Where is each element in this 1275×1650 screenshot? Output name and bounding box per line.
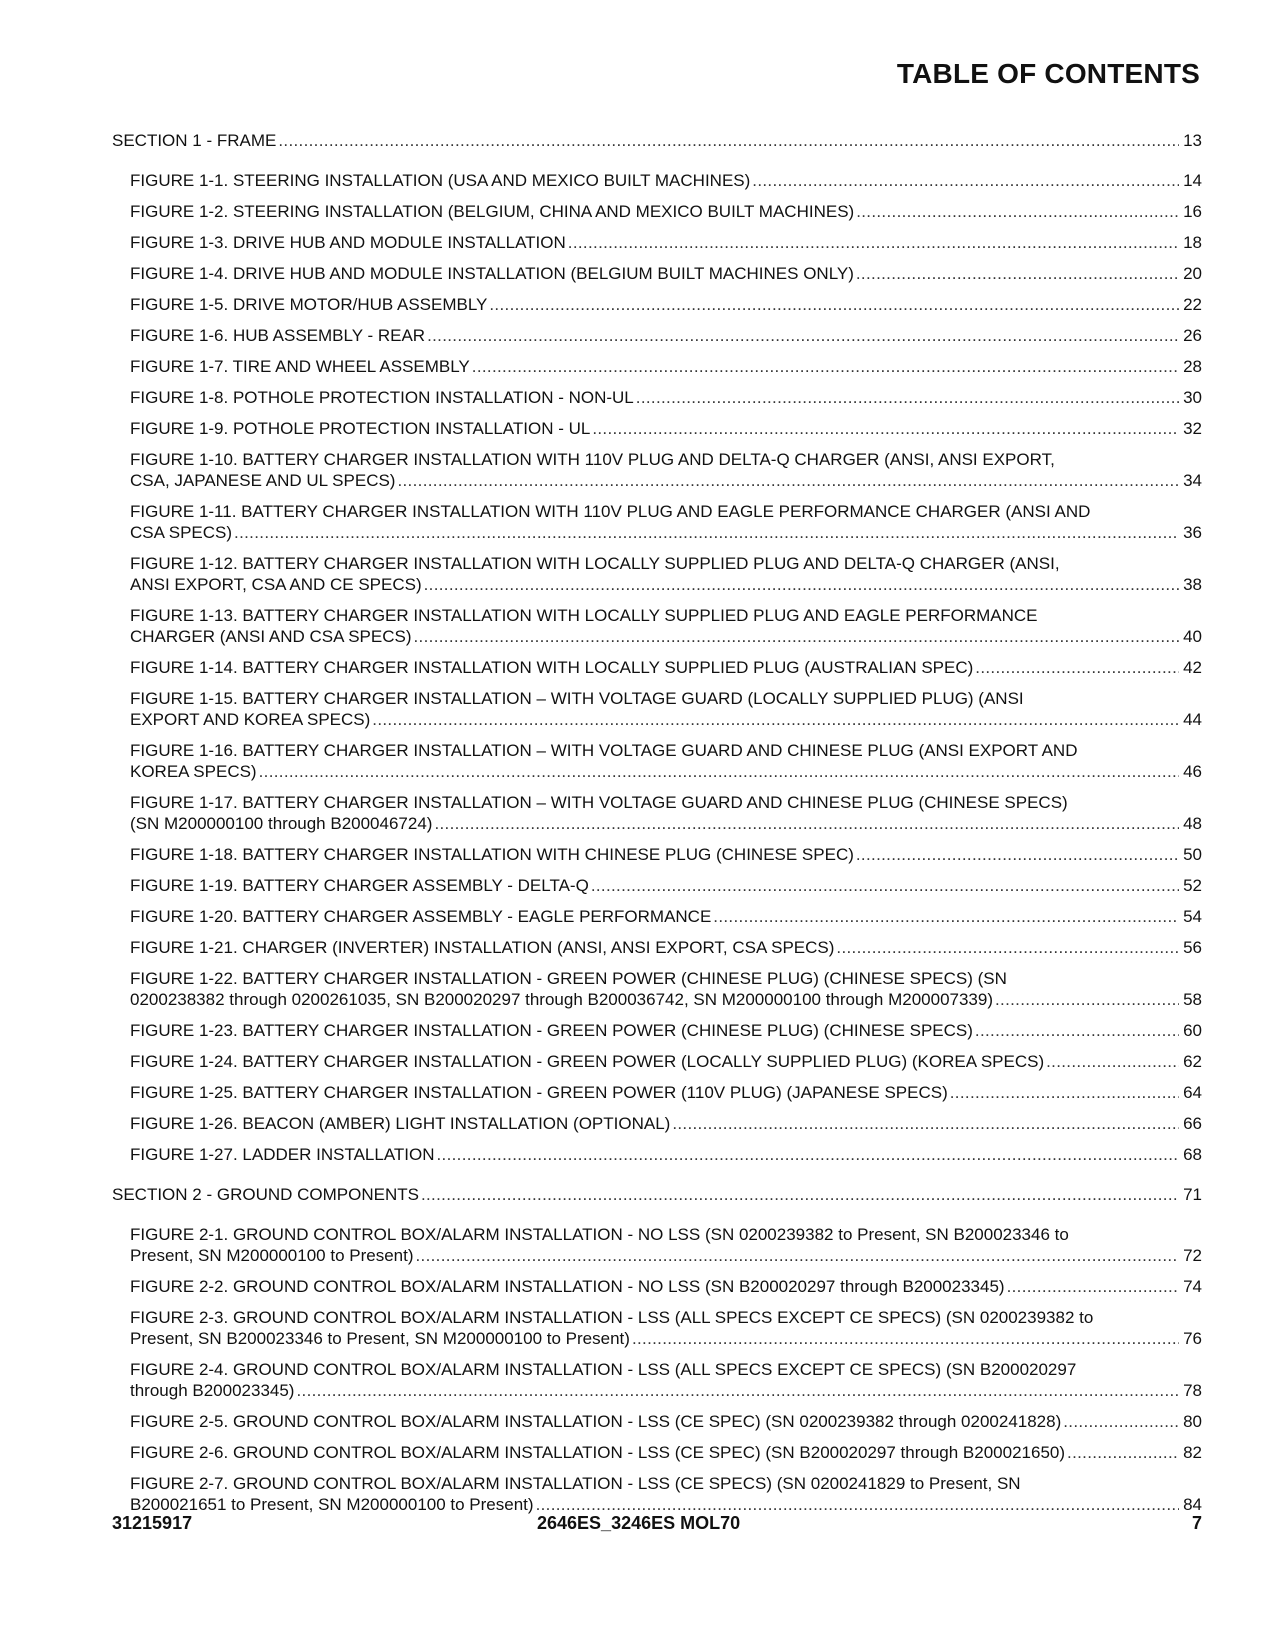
dot-leader	[296, 1380, 1179, 1401]
toc-figure-entry	[112, 1442, 1202, 1463]
dot-leader	[259, 761, 1179, 782]
entry-title-line: through B200023345)	[130, 1381, 295, 1400]
entry-title-line: Present, SN M200000100 to Present)	[130, 1246, 414, 1265]
entry-last-line	[130, 263, 1202, 284]
entry-last-line	[130, 325, 1202, 346]
toc-figure-entry	[112, 844, 1202, 865]
entry-title-line: FIGURE 1-9. POTHOLE PROTECTION INSTALLATION - UL	[130, 419, 591, 438]
toc-figure-entry	[112, 688, 1202, 730]
entry-title-line: FIGURE 1-14. BATTERY CHARGER INSTALLATION WITH LOCALLY SUPPLIED PLUG (AUSTRALIAN SPEC)	[130, 658, 974, 677]
entry-title-line: SECTION 2 - GROUND COMPONENTS	[112, 1185, 419, 1204]
entry-last-line	[130, 1380, 1202, 1401]
entry-title-line: FIGURE 1-10. BATTERY CHARGER INSTALLATION WITH 110V PLUG AND DELTA-Q CHARGER (ANSI, ANSI EXPORT,	[130, 450, 1055, 469]
toc-figure-entry	[112, 263, 1202, 284]
entry-title-line: FIGURE 1-7. TIRE AND WHEEL ASSEMBLY	[130, 357, 470, 376]
dot-leader	[856, 263, 1179, 284]
entry-title-line: FIGURE 1-15. BATTERY CHARGER INSTALLATION – WITH VOLTAGE GUARD (LOCALLY SUPPLIED PLUG) (ANSI	[130, 689, 1024, 708]
entry-page-number: 20	[1183, 264, 1202, 283]
entry-last-line	[130, 1144, 1202, 1165]
toc-section-entry	[112, 130, 1202, 151]
dot-leader	[437, 1144, 1180, 1165]
dot-leader	[856, 844, 1179, 865]
entry-page-number: 52	[1183, 876, 1202, 895]
entry-page-number: 40	[1183, 627, 1202, 646]
dot-leader	[472, 356, 1179, 377]
entry-title-line: FIGURE 2-3. GROUND CONTROL BOX/ALARM INSTALLATION - LSS (ALL SPECS EXCEPT CE SPECS) (SN 0200239382 to	[130, 1308, 1094, 1327]
entry-last-line	[130, 356, 1202, 377]
entry-page-number: 56	[1183, 938, 1202, 957]
entry-page-number: 16	[1183, 202, 1202, 221]
dot-leader	[672, 1113, 1179, 1134]
page-title: TABLE OF CONTENTS	[896, 58, 1200, 89]
toc-figure-entry	[112, 1307, 1202, 1349]
entry-page-number: 13	[1183, 131, 1202, 150]
dot-leader	[713, 906, 1179, 927]
entry-page-number: 36	[1183, 523, 1202, 542]
entry-page-number: 26	[1183, 326, 1202, 345]
toc-figure-entry	[112, 657, 1202, 678]
entry-title-line: FIGURE 2-1. GROUND CONTROL BOX/ALARM INSTALLATION - NO LSS (SN 0200239382 to Present, SN B200023346 to	[130, 1225, 1069, 1244]
entry-title-line: FIGURE 1-5. DRIVE MOTOR/HUB ASSEMBLY	[130, 295, 488, 314]
dot-leader	[975, 1020, 1179, 1041]
entry-last-line	[130, 1494, 1202, 1515]
footer-model-name: 2646ES_3246ES MOL70	[537, 1513, 741, 1533]
toc-figure-entry	[112, 740, 1202, 782]
entry-page-number: 44	[1183, 710, 1202, 729]
entry-last-line	[130, 761, 1202, 782]
footer-page-number: 7	[1191, 1513, 1202, 1533]
entry-last-line	[130, 574, 1202, 595]
entry-last-line	[130, 522, 1202, 543]
entry-last-line	[130, 989, 1202, 1010]
toc-figure-entry	[112, 1020, 1202, 1041]
entry-page-number: 72	[1183, 1246, 1202, 1265]
entry-page-number: 64	[1183, 1083, 1202, 1102]
entry-last-line	[130, 813, 1202, 834]
entry-title-line: FIGURE 1-25. BATTERY CHARGER INSTALLATION - GREEN POWER (110V PLUG) (JAPANESE SPECS)	[130, 1083, 948, 1102]
entry-title-line: EXPORT AND KOREA SPECS)	[130, 710, 371, 729]
entry-last-line	[130, 232, 1202, 253]
entry-title-line: FIGURE 1-21. CHARGER (INVERTER) INSTALLATION (ANSI, ANSI EXPORT, CSA SPECS)	[130, 938, 835, 957]
toc-figure-entry	[112, 605, 1202, 647]
entry-page-number: 28	[1183, 357, 1202, 376]
entry-page-number: 46	[1183, 762, 1202, 781]
entry-last-line	[130, 1113, 1202, 1134]
entry-title-line: SECTION 1 - FRAME	[112, 131, 277, 150]
toc-figure-entry	[112, 1276, 1202, 1297]
toc-figure-entry	[112, 1224, 1202, 1266]
dot-leader	[1007, 1276, 1180, 1297]
entry-page-number: 22	[1183, 295, 1202, 314]
entry-title-line: CSA, JAPANESE AND UL SPECS)	[130, 471, 396, 490]
entry-last-line	[130, 294, 1202, 315]
entry-page-number: 62	[1183, 1052, 1202, 1071]
dot-leader	[752, 170, 1179, 191]
toc-figure-entry	[112, 875, 1202, 896]
toc-figure-entry	[112, 201, 1202, 222]
toc-figure-entry	[112, 1144, 1202, 1165]
dot-leader	[1067, 1442, 1179, 1463]
toc-figure-entry	[112, 1411, 1202, 1432]
entry-page-number: 80	[1183, 1412, 1202, 1431]
dot-leader	[592, 418, 1179, 439]
entry-title-line: KOREA SPECS)	[130, 762, 257, 781]
dot-leader	[591, 875, 1179, 896]
entry-title-line: (SN M200000100 through B200046724)	[130, 814, 433, 833]
toc-figure-entry	[112, 553, 1202, 595]
entry-page-number: 42	[1183, 658, 1202, 677]
entry-last-line	[130, 626, 1202, 647]
dot-leader	[372, 709, 1179, 730]
entry-title-line: FIGURE 1-24. BATTERY CHARGER INSTALLATION - GREEN POWER (LOCALLY SUPPLIED PLUG) (KOREA SPECS)	[130, 1052, 1045, 1071]
entry-page-number: 38	[1183, 575, 1202, 594]
toc-figure-entry	[112, 1473, 1202, 1515]
dot-leader	[397, 470, 1179, 491]
entry-last-line	[130, 709, 1202, 730]
entry-title-line: FIGURE 1-4. DRIVE HUB AND MODULE INSTALLATION (BELGIUM BUILT MACHINES ONLY)	[130, 264, 854, 283]
entry-page-number: 54	[1183, 907, 1202, 926]
entry-last-line	[130, 470, 1202, 491]
entry-title-line: 0200238382 through 0200261035, SN B200020297 through B200036742, SN M200000100 through M200007339)	[130, 990, 993, 1009]
entry-last-line	[130, 1328, 1202, 1349]
toc-figure-entry	[112, 1359, 1202, 1401]
entry-title-line: FIGURE 1-13. BATTERY CHARGER INSTALLATION WITH LOCALLY SUPPLIED PLUG AND EAGLE PERFORMANCE	[130, 606, 1038, 625]
entry-page-number: 60	[1183, 1021, 1202, 1040]
entry-title-line: FIGURE 1-12. BATTERY CHARGER INSTALLATION WITH LOCALLY SUPPLIED PLUG AND DELTA-Q CHARGER (ANSI,	[130, 554, 1060, 573]
entry-page-number: 78	[1183, 1381, 1202, 1400]
toc-figure-entry	[112, 1082, 1202, 1103]
entry-title-line: FIGURE 2-5. GROUND CONTROL BOX/ALARM INSTALLATION - LSS (CE SPEC) (SN 0200239382 through 0200241828)	[130, 1412, 1062, 1431]
toc-figure-entry	[112, 501, 1202, 543]
entry-page-number: 66	[1183, 1114, 1202, 1133]
entry-last-line	[112, 1184, 1202, 1205]
entry-title-line: CHARGER (ANSI AND CSA SPECS)	[130, 627, 412, 646]
entry-title-line: Present, SN B200023346 to Present, SN M200000100 to Present)	[130, 1329, 630, 1348]
entry-page-number: 18	[1183, 233, 1202, 252]
toc-figure-entry	[112, 418, 1202, 439]
dot-leader	[995, 989, 1179, 1010]
entry-last-line	[112, 130, 1202, 151]
entry-last-line	[130, 875, 1202, 896]
entry-last-line	[130, 1411, 1202, 1432]
dot-leader	[424, 574, 1179, 595]
toc-figure-entry	[112, 1051, 1202, 1072]
entry-title-line: FIGURE 1-22. BATTERY CHARGER INSTALLATION - GREEN POWER (CHINESE PLUG) (CHINESE SPECS) (SN	[130, 969, 1007, 988]
entry-page-number: 48	[1183, 814, 1202, 833]
entry-page-number: 82	[1183, 1443, 1202, 1462]
entry-last-line	[130, 201, 1202, 222]
dot-leader	[568, 232, 1179, 253]
entry-last-line	[130, 1051, 1202, 1072]
entry-title-line: FIGURE 1-23. BATTERY CHARGER INSTALLATION - GREEN POWER (CHINESE PLUG) (CHINESE SPECS)	[130, 1021, 973, 1040]
entry-title-line: FIGURE 1-27. LADDER INSTALLATION	[130, 1145, 435, 1164]
toc-figure-entry	[112, 937, 1202, 958]
entry-last-line	[130, 418, 1202, 439]
dot-leader	[234, 522, 1179, 543]
dot-leader	[421, 1184, 1179, 1205]
dot-leader	[278, 130, 1179, 151]
entry-last-line	[130, 1082, 1202, 1103]
dot-leader	[434, 813, 1179, 834]
footer-document-number: 31215917	[112, 1513, 193, 1533]
entry-last-line	[130, 906, 1202, 927]
entry-last-line	[130, 1020, 1202, 1041]
toc-figure-entry	[112, 1113, 1202, 1134]
entry-title-line: FIGURE 1-1. STEERING INSTALLATION (USA AND MEXICO BUILT MACHINES)	[130, 171, 751, 190]
toc-figure-entry	[112, 170, 1202, 191]
entry-title-line: FIGURE 2-7. GROUND CONTROL BOX/ALARM INSTALLATION - LSS (CE SPECS) (SN 0200241829 to Present, SN	[130, 1474, 1021, 1493]
entry-title-line: FIGURE 1-16. BATTERY CHARGER INSTALLATION – WITH VOLTAGE GUARD AND CHINESE PLUG (ANSI EXPORT AND	[130, 741, 1078, 760]
entry-last-line	[130, 657, 1202, 678]
toc-figure-entry	[112, 906, 1202, 927]
entry-title-line: FIGURE 1-6. HUB ASSEMBLY - REAR	[130, 326, 426, 345]
entry-page-number: 84	[1183, 1495, 1202, 1514]
dot-leader	[1063, 1411, 1179, 1432]
toc-figure-entry	[112, 294, 1202, 315]
toc-figure-entry	[112, 449, 1202, 491]
toc-figure-entry	[112, 968, 1202, 1010]
toc-figure-entry	[112, 792, 1202, 834]
toc-section-entry	[112, 1184, 1202, 1205]
entry-page-number: 68	[1183, 1145, 1202, 1164]
dot-leader	[636, 387, 1179, 408]
entry-last-line	[130, 1442, 1202, 1463]
dot-leader	[1046, 1051, 1179, 1072]
dot-leader	[632, 1328, 1179, 1349]
entry-title-line: FIGURE 1-20. BATTERY CHARGER ASSEMBLY - EAGLE PERFORMANCE	[130, 907, 712, 926]
toc-figure-entry	[112, 232, 1202, 253]
entry-page-number: 76	[1183, 1329, 1202, 1348]
entry-last-line	[130, 387, 1202, 408]
entry-last-line	[130, 844, 1202, 865]
entry-last-line	[130, 170, 1202, 191]
entry-title-line: FIGURE 1-11. BATTERY CHARGER INSTALLATION WITH 110V PLUG AND EAGLE PERFORMANCE CHARGER (ANSI AND	[130, 502, 1091, 521]
entry-title-line: B200021651 to Present, SN M200000100 to Present)	[130, 1495, 534, 1514]
entry-page-number: 58	[1183, 990, 1202, 1009]
entry-title-line: FIGURE 1-8. POTHOLE PROTECTION INSTALLATION - NON-UL	[130, 388, 634, 407]
dot-leader	[836, 937, 1179, 958]
entry-title-line: CSA SPECS)	[130, 523, 233, 542]
entry-title-line: FIGURE 1-3. DRIVE HUB AND MODULE INSTALLATION	[130, 233, 566, 252]
entry-last-line	[130, 937, 1202, 958]
dot-leader	[950, 1082, 1179, 1103]
dot-leader	[489, 294, 1179, 315]
toc-figure-entry	[112, 387, 1202, 408]
entry-title-line: FIGURE 1-26. BEACON (AMBER) LIGHT INSTALLATION (OPTIONAL)	[130, 1114, 671, 1133]
entry-page-number: 74	[1183, 1277, 1202, 1296]
entry-title-line: FIGURE 2-2. GROUND CONTROL BOX/ALARM INSTALLATION - NO LSS (SN B200020297 through B200023345)	[130, 1277, 1005, 1296]
table-of-contents	[112, 130, 1202, 1515]
entry-title-line: FIGURE 1-2. STEERING INSTALLATION (BELGIUM, CHINA AND MEXICO BUILT MACHINES)	[130, 202, 855, 221]
dot-leader	[416, 1245, 1180, 1266]
dot-leader	[536, 1494, 1180, 1515]
entry-title-line: FIGURE 2-6. GROUND CONTROL BOX/ALARM INSTALLATION - LSS (CE SPEC) (SN B200020297 through B200021650)	[130, 1443, 1066, 1462]
toc-figure-entry	[112, 325, 1202, 346]
dot-leader	[414, 626, 1180, 647]
entry-page-number: 50	[1183, 845, 1202, 864]
dot-leader	[975, 657, 1179, 678]
entry-title-line: FIGURE 2-4. GROUND CONTROL BOX/ALARM INSTALLATION - LSS (ALL SPECS EXCEPT CE SPECS) (SN B200020297	[130, 1360, 1077, 1379]
entry-title-line: FIGURE 1-17. BATTERY CHARGER INSTALLATION – WITH VOLTAGE GUARD AND CHINESE PLUG (CHINESE SPECS)	[130, 793, 1068, 812]
entry-page-number: 32	[1183, 419, 1202, 438]
dot-leader	[856, 201, 1179, 222]
entry-last-line	[130, 1276, 1202, 1297]
entry-page-number: 71	[1183, 1185, 1202, 1204]
entry-page-number: 14	[1183, 171, 1202, 190]
entry-title-line: ANSI EXPORT, CSA AND CE SPECS)	[130, 575, 422, 594]
entry-title-line: FIGURE 1-18. BATTERY CHARGER INSTALLATION WITH CHINESE PLUG (CHINESE SPEC)	[130, 845, 854, 864]
toc-figure-entry	[112, 356, 1202, 377]
entry-page-number: 30	[1183, 388, 1202, 407]
entry-title-line: FIGURE 1-19. BATTERY CHARGER ASSEMBLY - DELTA-Q	[130, 876, 589, 895]
entry-page-number: 34	[1183, 471, 1202, 490]
dot-leader	[427, 325, 1179, 346]
entry-last-line	[130, 1245, 1202, 1266]
